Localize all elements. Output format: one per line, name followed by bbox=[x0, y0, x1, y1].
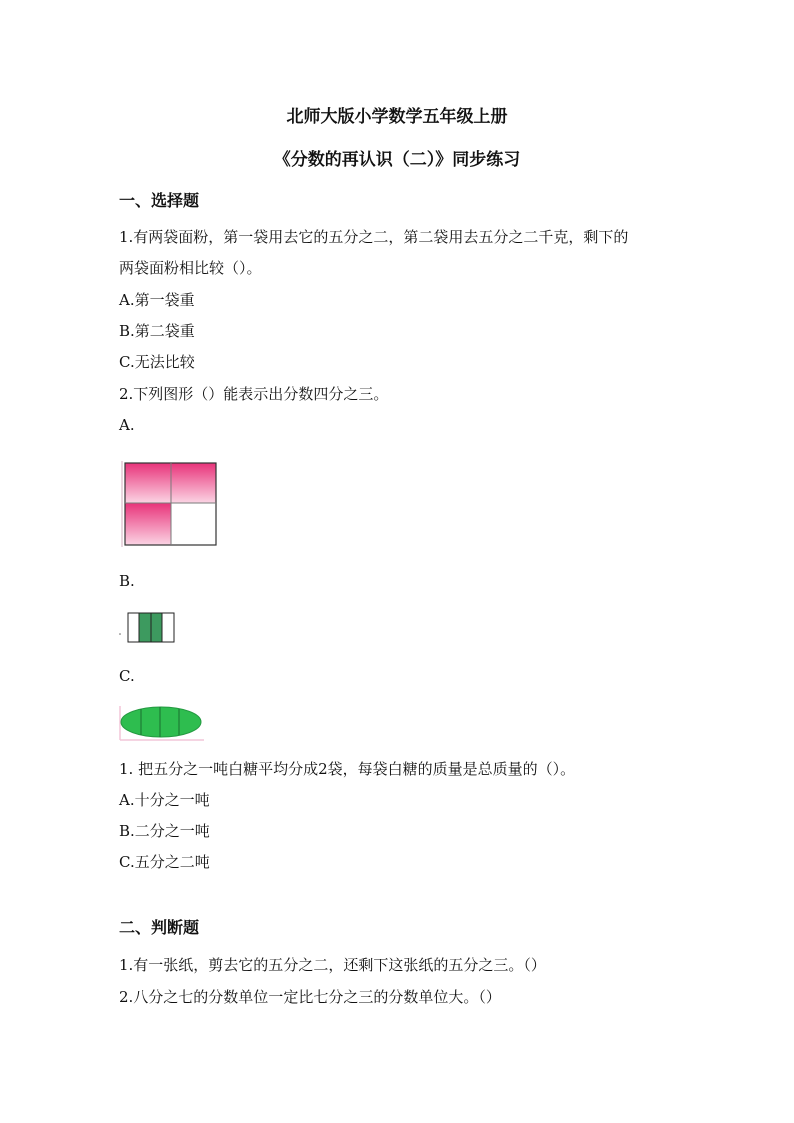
figure-b-part-4 bbox=[162, 613, 174, 642]
question-2-text: 2.下列图形（）能表示出分数四分之三。 bbox=[119, 385, 389, 403]
figure-b-part-1 bbox=[128, 613, 139, 642]
section-heading-choice: 一、选择题 bbox=[119, 191, 200, 210]
figure-a-cell-3 bbox=[125, 503, 171, 545]
question-3-option-c: C.五分之二吨 bbox=[119, 853, 210, 871]
question-1-line-1: 1.有两袋面粉，第一袋用去它的五分之二，第二袋用去五分之二千克，剩下的 bbox=[119, 228, 629, 246]
question-1-option-a: A.第一袋重 bbox=[119, 291, 195, 309]
question-2-option-c: C. bbox=[119, 667, 135, 685]
question-3-option-a: A.十分之一吨 bbox=[119, 791, 210, 809]
page-subtitle: 《分数的再认识（二）》同步练习 bbox=[273, 150, 521, 170]
question-1-option-c: C.无法比较 bbox=[119, 353, 195, 371]
judgement-item-1: 1.有一张纸，剪去它的五分之二，还剩下这张纸的五分之三。（） bbox=[119, 956, 546, 974]
figure-c-ellipse bbox=[118, 704, 206, 744]
figure-a-cell-2 bbox=[171, 463, 216, 503]
figure-a-grid bbox=[121, 461, 219, 549]
page-title: 北师大版小学数学五年级上册 bbox=[286, 107, 508, 127]
question-2-option-b: B. bbox=[119, 572, 135, 590]
judgement-item-2: 2.八分之七的分数单位一定比七分之三的分数单位大。（） bbox=[119, 988, 501, 1006]
question-1-line-2: 两袋面粉相比较（）。 bbox=[119, 259, 262, 277]
figure-b-part-2 bbox=[139, 613, 151, 642]
question-2-option-a: A. bbox=[119, 416, 135, 434]
figure-b-part-3 bbox=[151, 613, 162, 642]
figure-a-cell-1 bbox=[125, 463, 171, 503]
question-1-option-b: B.第二袋重 bbox=[119, 322, 195, 340]
figure-a-cell-4 bbox=[171, 503, 216, 545]
figure-b-strip bbox=[118, 612, 178, 646]
question-3-text: 1. 把五分之一吨白糖平均分成2袋，每袋白糖的质量是总质量的（）。 bbox=[119, 760, 576, 778]
question-3-option-b: B.二分之一吨 bbox=[119, 822, 210, 840]
section-heading-judgement: 二、判断题 bbox=[119, 918, 200, 937]
